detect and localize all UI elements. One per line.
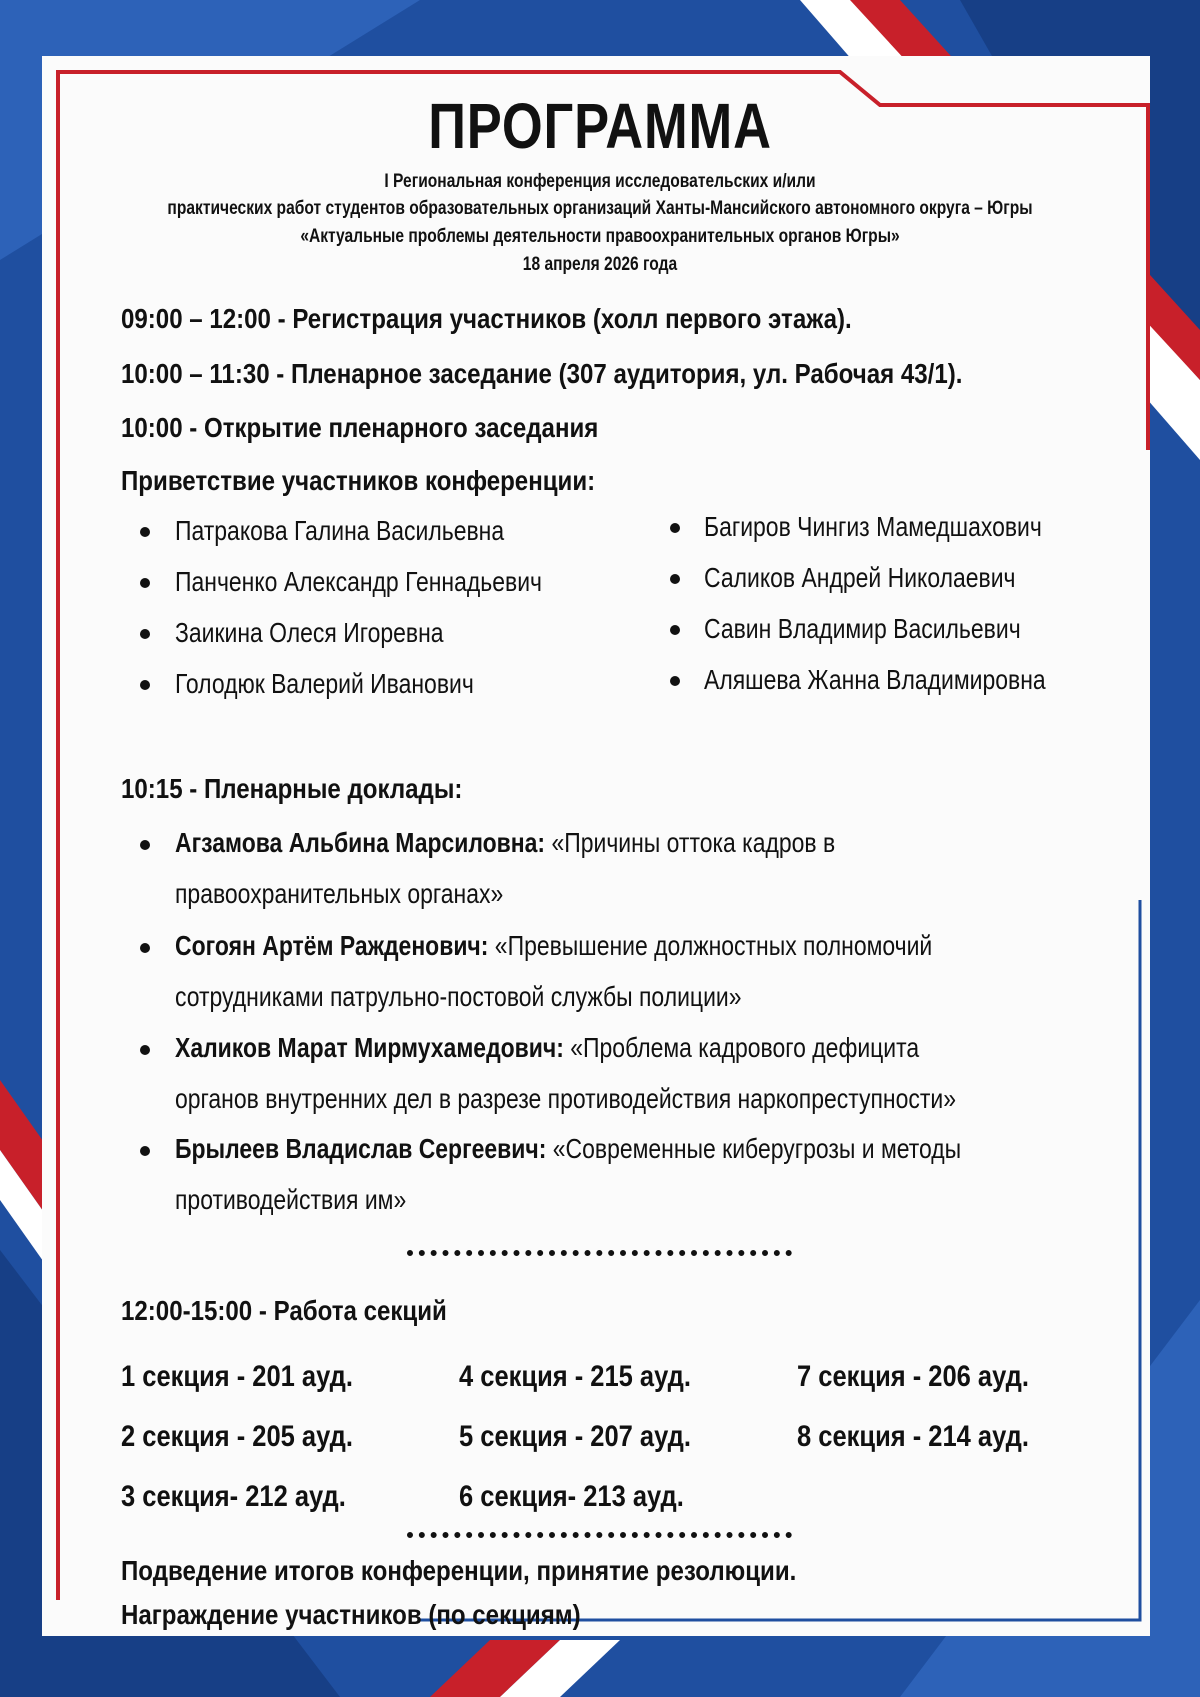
- closing-line-2: Награждение участников (по секциям): [121, 1599, 581, 1630]
- bullet: [670, 676, 680, 686]
- list-item: Багиров Чингиз Мамедшахович: [704, 511, 1042, 542]
- report-topic: «Проблема кадрового дефицита: [570, 1032, 920, 1063]
- section-item: 6 секция- 213 ауд.: [459, 1480, 684, 1513]
- greeting-heading: Приветствие участников конференции:: [121, 465, 596, 496]
- report-item: [175, 826, 835, 860]
- report-topic-cont: сотрудниками патрульно-постовой службы полиции»: [175, 981, 742, 1012]
- report-topic: «Причины оттока кадров в: [551, 827, 836, 858]
- report-item: [175, 929, 932, 963]
- bullet: [140, 680, 150, 690]
- bullet: [140, 1146, 150, 1156]
- report-topic: «Современные киберугрозы и методы: [552, 1133, 962, 1164]
- bullet: [140, 840, 150, 850]
- subtitle-line-2: практических работ студентов образовательных организаций Ханты-Мансийского автономного округа – Югры: [167, 198, 1033, 219]
- section-item: 5 секция - 207 ауд.: [459, 1420, 691, 1453]
- subtitle-date: 18 апреля 2026 года: [522, 254, 678, 275]
- page-title: ПРОГРАММА: [428, 90, 772, 162]
- opening-line: 10:00 - Открытие пленарного заседания: [121, 412, 599, 443]
- registration-line: 09:00 – 12:00 - Регистрация участников (холл первого этажа).: [121, 303, 852, 334]
- report-topic-cont: противодействия им»: [175, 1184, 407, 1215]
- bullet: [140, 527, 150, 537]
- list-item: Саликов Андрей Николаевич: [704, 562, 1016, 593]
- list-item: Аляшева Жанна Владимировна: [704, 664, 1046, 695]
- closing-line-1: Подведение итогов конференции, принятие резолюции.: [121, 1555, 797, 1586]
- sections-heading: 12:00-15:00 - Работа секций: [121, 1295, 447, 1326]
- report-topic: «Превышение должностных полномочий: [494, 930, 933, 961]
- section-item: 8 секция - 214 ауд.: [797, 1420, 1029, 1453]
- list-item: Панченко Александр Геннадьевич: [175, 566, 542, 597]
- report-topic-cont: правоохранительных органах»: [175, 878, 504, 909]
- list-item: Савин Владимир Васильевич: [704, 613, 1021, 644]
- dotted-divider: [407, 1532, 792, 1538]
- bullet: [140, 1045, 150, 1055]
- list-item: Патракова Галина Васильевна: [175, 515, 505, 546]
- subtitle-line-3: «Актуальные проблемы деятельности правоохранительных органов Югры»: [300, 226, 900, 247]
- report-speaker: Агзамова Альбина Марсиловна:: [175, 827, 546, 858]
- bullet: [670, 574, 680, 584]
- subtitle-line-1: I Региональная конференция исследовательских и/или: [384, 171, 816, 192]
- section-item: 3 секция- 212 ауд.: [121, 1480, 346, 1513]
- report-speaker: Брылеев Владислав Сергеевич:: [175, 1133, 547, 1164]
- list-item: Голодюк Валерий Иванович: [175, 668, 474, 699]
- report-speaker: Халиков Марат Мирмухамедович:: [175, 1032, 564, 1063]
- report-item: [175, 1031, 919, 1065]
- bullet: [140, 629, 150, 639]
- report-item: [175, 1132, 961, 1166]
- section-item: 2 секция - 205 ауд.: [121, 1420, 353, 1453]
- bullet: [140, 943, 150, 953]
- section-item: 1 секция - 201 ауд.: [121, 1360, 353, 1393]
- reports-heading: 10:15 - Пленарные доклады:: [121, 773, 463, 804]
- list-item: Заикина Олеся Игоревна: [175, 617, 444, 648]
- dotted-divider: [407, 1250, 792, 1256]
- bullet: [670, 523, 680, 533]
- report-speaker: Согоян Артём Ражденович:: [175, 930, 489, 961]
- bullet: [140, 578, 150, 588]
- section-item: 4 секция - 215 ауд.: [459, 1360, 691, 1393]
- report-topic-cont: органов внутренних дел в разрезе противодействия наркопреступности»: [175, 1083, 956, 1114]
- section-item: 7 секция - 206 ауд.: [797, 1360, 1029, 1393]
- plenary-line: 10:00 – 11:30 - Пленарное заседание (307 аудитория, ул. Рабочая 43/1).: [121, 358, 963, 389]
- bullet: [670, 625, 680, 635]
